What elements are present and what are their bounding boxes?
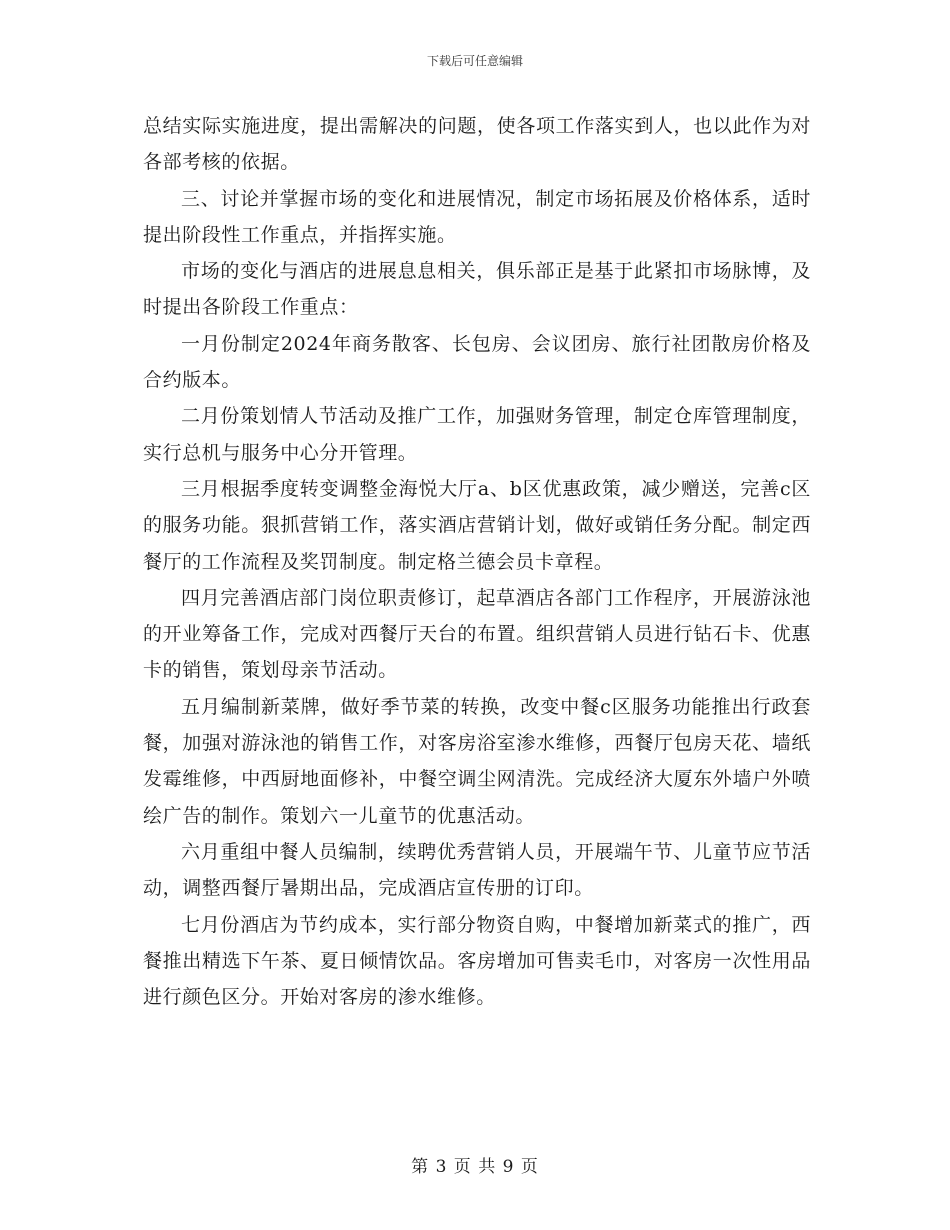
paragraph-3: 市场的变化与酒店的进展息息相关，俱乐部正是基于此紧扣市场脉博，及时提出各阶段工作重点： bbox=[143, 260, 811, 319]
paragraph-9: 六月重组中餐人员编制，续聘优秀营销人员，开展端午节、儿童节应节活动，调整西餐厅暑期出品，完成酒店宣传册的订印。 bbox=[143, 840, 811, 900]
document-body bbox=[143, 108, 811, 1015]
paragraph-10: 七月份酒店为节约成本，实行部分物资自购，中餐增加新菜式的推广，西餐推出精选下午茶、夏日倾情饮品。客房增加可售卖毛巾，对客房一次性用品进行颜色区分。开始对客房的渗水维修。 bbox=[143, 913, 811, 1009]
paragraph-5: 二月份策划情人节活动及推广工作，加强财务管理，制定仓库管理制度，实行总机与服务中心分开管理。 bbox=[143, 405, 811, 464]
paragraph-6: 三月根据季度转变调整金海悦大厅a、b区优惠政策，减少赠送，完善c区的服务功能。狠抓营销工作，落实酒店营销计划，做好或销任务分配。制定西餐厅的工作流程及奖罚制度。制定格兰德会员卡章程。 bbox=[143, 477, 811, 573]
paragraph-8: 五月编制新菜牌，做好季节菜的转换，改变中餐c区服务功能推出行政套餐，加强对游泳池的销售工作，对客房浴室渗水维修，西餐厅包房天花、墙纸发霉维修，中西厨地面修补，中餐空调尘网清洗。完成经济大厦东外墙户外喷绘广告的制作。策划六一儿童节的优惠活动。 bbox=[143, 695, 811, 827]
paragraph-7: 四月完善酒店部门岗位职责修订，起草酒店各部门工作程序，开展游泳池的开业筹备工作，完成对西餐厅天台的布置。组织营销人员进行钻石卡、优惠卡的销售，策划母亲节活动。 bbox=[143, 586, 811, 682]
page-footer: 第 3 页 共 9 页 bbox=[411, 1157, 539, 1177]
paragraph-4: 一月份制定2024年商务散客、长包房、会议团房、旅行社团散房价格及合约版本。 bbox=[143, 332, 811, 392]
page-header-note: 下载后可任意编辑 bbox=[426, 54, 523, 68]
paragraph-2: 三、讨论并掌握市场的变化和进展情况，制定市场拓展及价格体系，适时提出阶段性工作重点，并指挥实施。 bbox=[143, 187, 811, 246]
paragraph-1: 总结实际实施进度，提出需解决的问题，使各项工作落实到人，也以此作为对各部考核的依据。 bbox=[143, 115, 811, 174]
